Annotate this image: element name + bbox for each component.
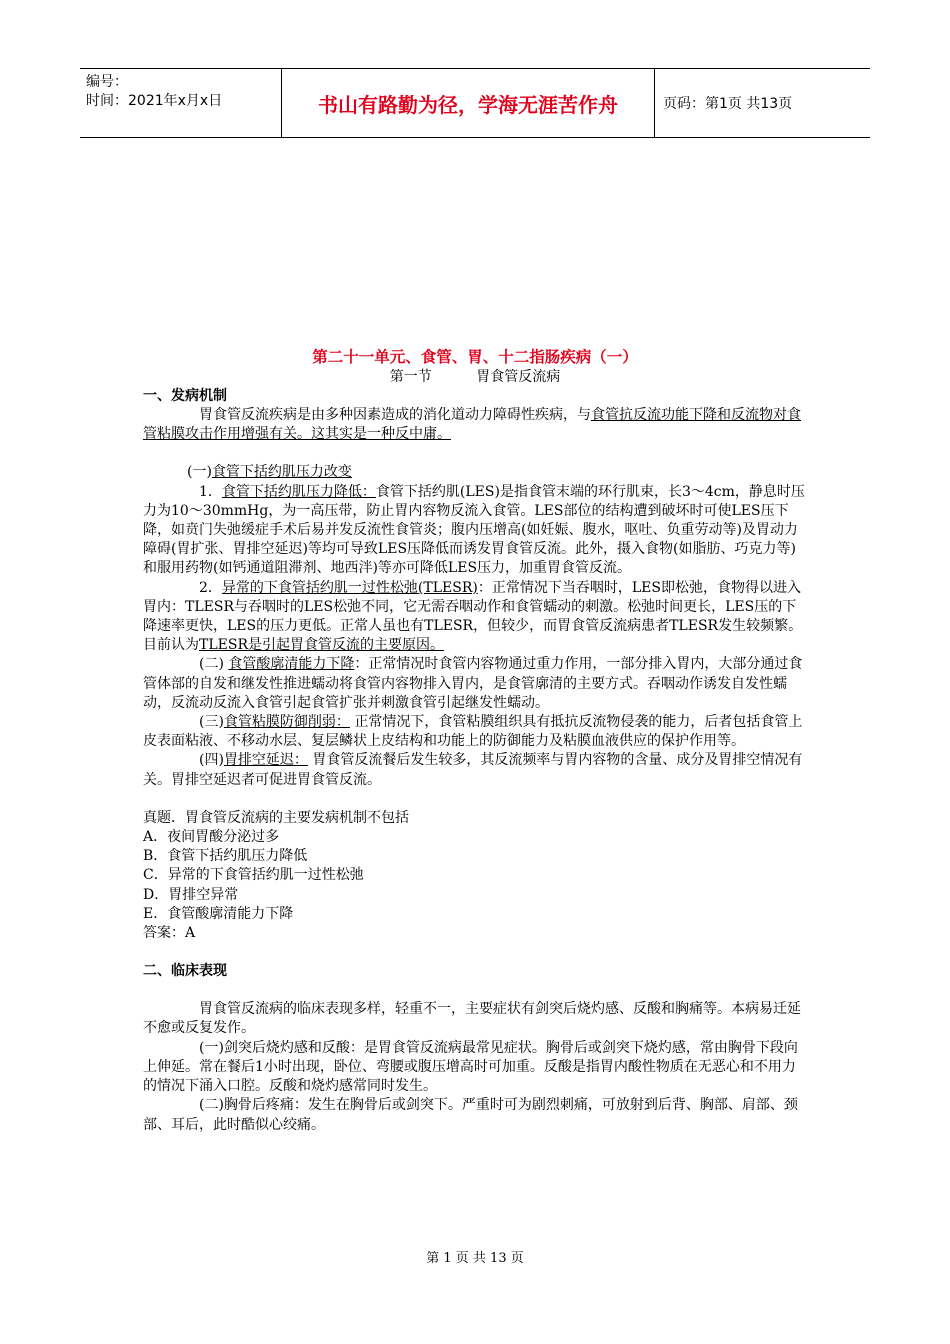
quiz-option: B．食管下括约肌压力降低 [143, 848, 308, 865]
page-header [80, 68, 870, 138]
paragraph-tlesr: 2．异常的下食管括约肌一过性松弛(TLESR)：正常情况下当吞咽时，LES即松弛，食物得以进入胃内：TLESR与吞咽时的LES松弛不同，它无需吞咽动作和食管蠕动的刺激。松弛时间更长，LES压的下降速率更快，LES的压力更低。正常人虽也有TLESR，但较少，而胃食管反流病患者TLESR发生较频繁。目前认为TLESR是引起胃食管反流的主要原因。 [143, 579, 803, 654]
quiz-option: D．胃排空异常 [143, 886, 239, 903]
section-heading-pathogenesis: 一、发病机制 [143, 388, 227, 404]
paragraph-gastric-emptying: (四)胃排空延迟： 胃食管反流餐后发生较多，其反流频率与胃内容物的含量、成分及胃排空情况有关。胃排空延迟者可促进胃食管反流。 [143, 752, 803, 788]
header-left-cell [80, 69, 281, 137]
date-label: 时间：2021年x月x日 [86, 93, 223, 109]
paragraph-chest-pain: (二)胸骨后疼痛：发生在胸骨后或剑突下。严重时可为剧烈刺痛，可放射到后背、胸部、肩部、颈部、耳后，此时酷似心绞痛。 [143, 1097, 798, 1133]
paragraph-mucosal-defense: (三)食管粘膜防御削弱： 正常情况下，食管粘膜组织具有抵抗反流物侵袭的能力，后者包括食管上皮表面粘液、不移动水层、复层鳞状上皮结构和功能上的防御能力及粘膜血液供应的保护作用等。 [143, 714, 803, 750]
document-body [143, 346, 807, 1135]
clinical-intro: 胃食管反流病的临床表现多样，轻重不一，主要症状有剑突后烧灼感、反酸和胸痛等。本病易迁延不愈或反复发作。 [143, 1001, 801, 1037]
subheading-les-pressure: (一)食管下括约肌压力改变 [187, 464, 352, 481]
document-title: 第二十一单元、食管、胃、十二指肠疾病（一） [312, 348, 638, 366]
quiz-option: C．异常的下食管括约肌一过性松弛 [143, 867, 364, 884]
section-heading-clinical: 二、临床表现 [143, 963, 227, 980]
paragraph-les-lowered: 1．食管下括约肌压力降低：食管下括约肌(LES)是指食管末端的环行肌束，长3～4cm，静息时压力为10～30mmHg，为一高压带，防止胃内容物反流入食管。LES部位的结构遭到破坏时可使LES压下降，如贲门失弛缓症手术后易并发反流性食管炎；腹内压增高(如妊娠、腹水，呕吐、负重劳动等)及胃动力障碍(胃扩张、胃排空延迟)等均可导致LES压降低而诱发胃食管反流。此外，摄入食物(如脂肪、巧克力等)和服用药物(如钙通道阻滞剂、地西泮)等亦可降低LES压力，加重胃食管反流。 [143, 483, 805, 577]
quiz-option: A．夜间胃酸分泌过多 [143, 829, 280, 846]
serial-label: 编号： [86, 74, 128, 90]
header-page-info: 页码：第1页 共13页 [663, 96, 793, 112]
header-motto: 书山有路勤为径，学海无涯苦作舟 [281, 69, 655, 137]
section-subtitle: 第一节 胃食管反流病 [389, 369, 561, 385]
paragraph-heartburn: (一)剑突后烧灼感和反酸：是胃食管反流病最常见症状。胸骨后或剑突下烧灼感，常由胸骨下段向上伸延。常在餐后1小时出现，卧位、弯腰或腹压增高时可加重。反酸是指胃内酸性物质在无恶心和不用力的情况下涌入口腔。反酸和烧灼感常同时发生。 [143, 1039, 798, 1095]
quiz-answer: 答案：A [143, 925, 196, 942]
pathogenesis-intro: 胃食管反流疾病是由多种因素造成的消化道动力障碍性疾病，与食管抗反流功能下降和反流物对食管粘膜攻击作用增强有关。这其实是一种反中庸。 [143, 407, 801, 443]
paragraph-acid-clearance: (二) 食管酸廓清能力下降：正常情况时食管内容物通过重力作用，一部分排入胃内，大部分通过食管体部的自发和继发性推进蠕动将食管内容物排入胃内，是食管廓清的主要方式。吞咽动作诱发自发性蠕动，反流动反流入食管引起食管扩张并刺激食管引起继发性蠕动。 [143, 656, 803, 711]
page-footer: 第 1 页 共 13 页 [426, 1251, 524, 1266]
quiz-option: E．食管酸廓清能力下降 [143, 905, 294, 922]
quiz-question: 真题．胃食管反流病的主要发病机制不包括 [143, 809, 409, 826]
